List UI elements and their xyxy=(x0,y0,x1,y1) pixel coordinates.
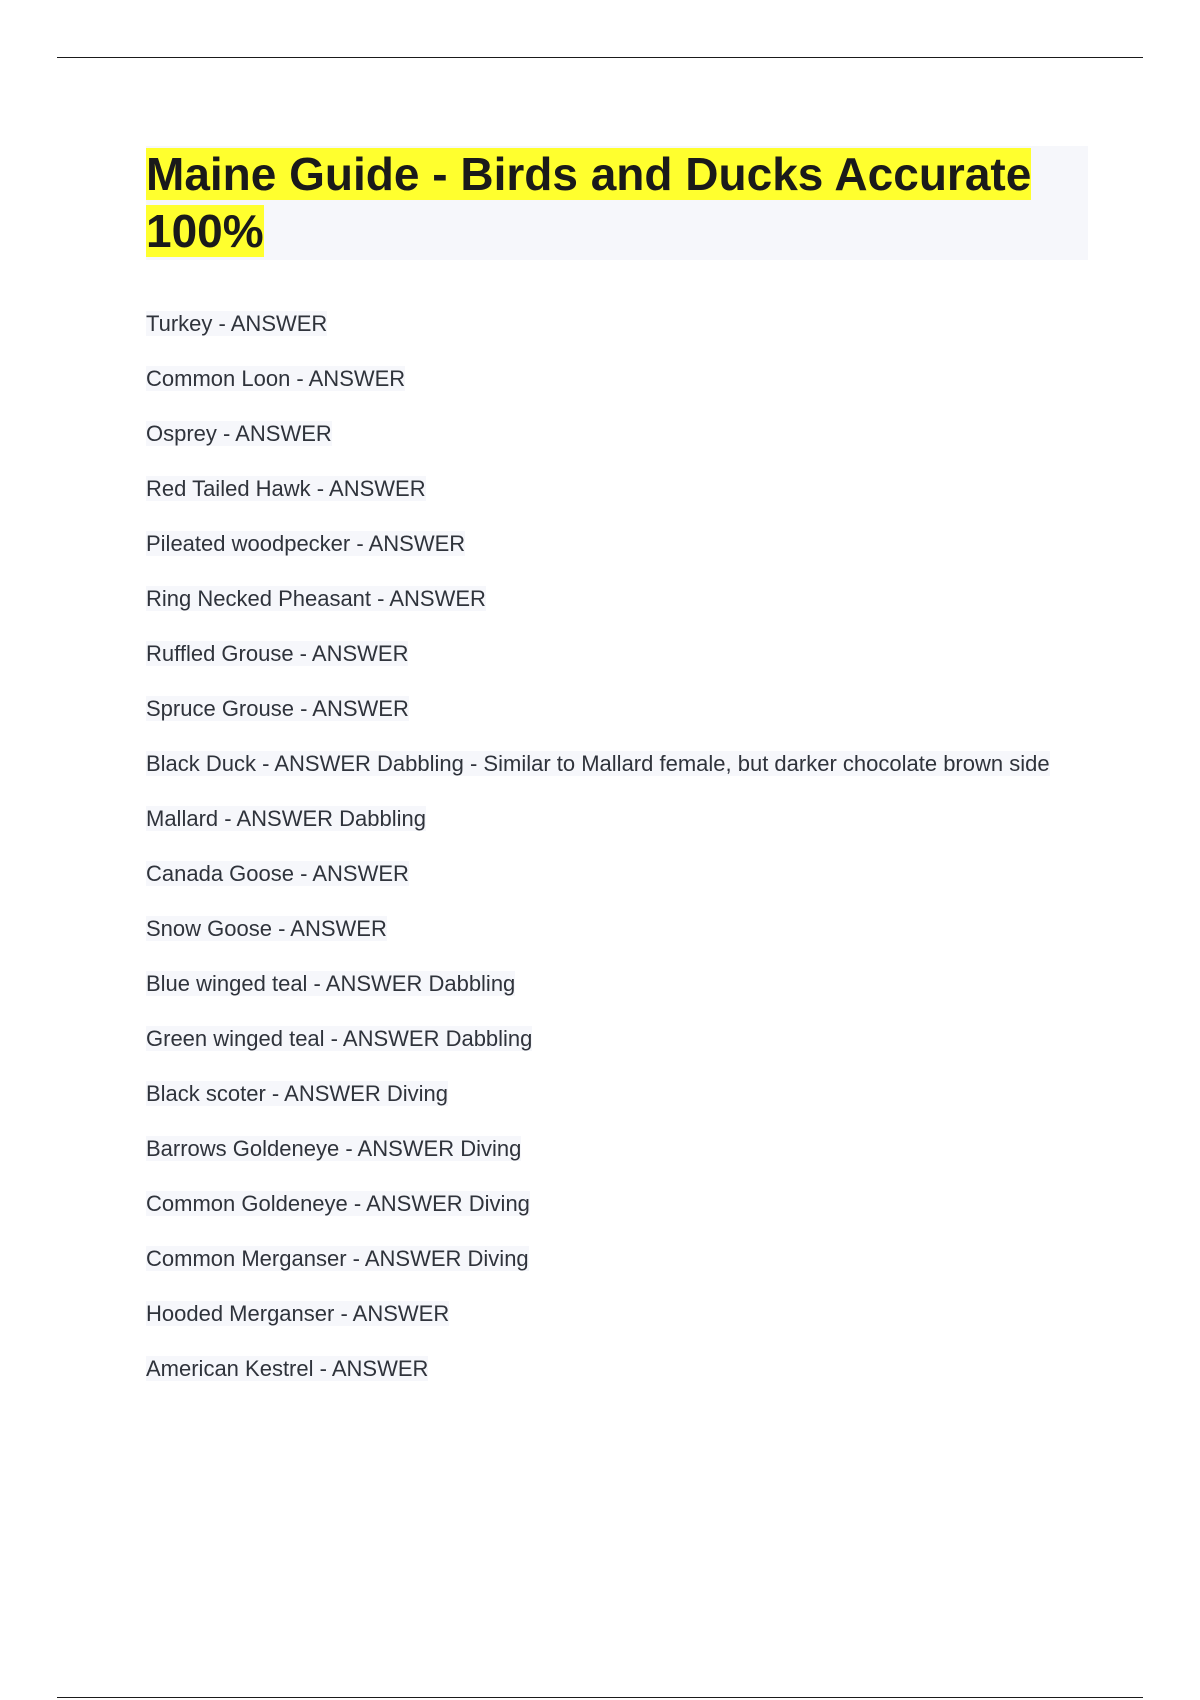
list-item: Hooded Merganser - ANSWER xyxy=(146,1301,450,1326)
bottom-rule xyxy=(57,1697,1143,1698)
top-rule xyxy=(57,57,1143,58)
list-item: Pileated woodpecker - ANSWER xyxy=(146,531,466,556)
qa-list xyxy=(146,310,1088,1383)
document-title xyxy=(146,146,1088,260)
list-item: Black Duck - ANSWER Dabbling - Similar to Mallard female, but darker chocolate brown side xyxy=(146,751,1050,776)
document-title-text: Maine Guide - Birds and Ducks Accurate 100% xyxy=(146,148,1032,257)
list-item: Black scoter - ANSWER Diving xyxy=(146,1081,448,1106)
list-item: Barrows Goldeneye - ANSWER Diving xyxy=(146,1136,522,1161)
list-item: Red Tailed Hawk - ANSWER xyxy=(146,476,426,501)
list-item: Blue winged teal - ANSWER Dabbling xyxy=(146,971,516,996)
document-body xyxy=(146,146,1088,1410)
list-item: Turkey - ANSWER xyxy=(146,311,328,336)
list-item: Green winged teal - ANSWER Dabbling xyxy=(146,1026,533,1051)
list-item: Common Loon - ANSWER xyxy=(146,366,406,391)
list-item: Snow Goose - ANSWER xyxy=(146,916,387,941)
title-block xyxy=(146,146,1088,260)
list-item: Common Goldeneye - ANSWER Diving xyxy=(146,1191,530,1216)
list-item: Ruffled Grouse - ANSWER xyxy=(146,641,409,666)
list-item: Spruce Grouse - ANSWER xyxy=(146,696,409,721)
list-item: Osprey - ANSWER xyxy=(146,421,332,446)
list-item: Common Merganser - ANSWER Diving xyxy=(146,1246,529,1271)
list-item: Canada Goose - ANSWER xyxy=(146,861,409,886)
list-item: Mallard - ANSWER Dabbling xyxy=(146,806,426,831)
list-item: American Kestrel - ANSWER xyxy=(146,1356,429,1381)
list-item: Ring Necked Pheasant - ANSWER xyxy=(146,586,486,611)
